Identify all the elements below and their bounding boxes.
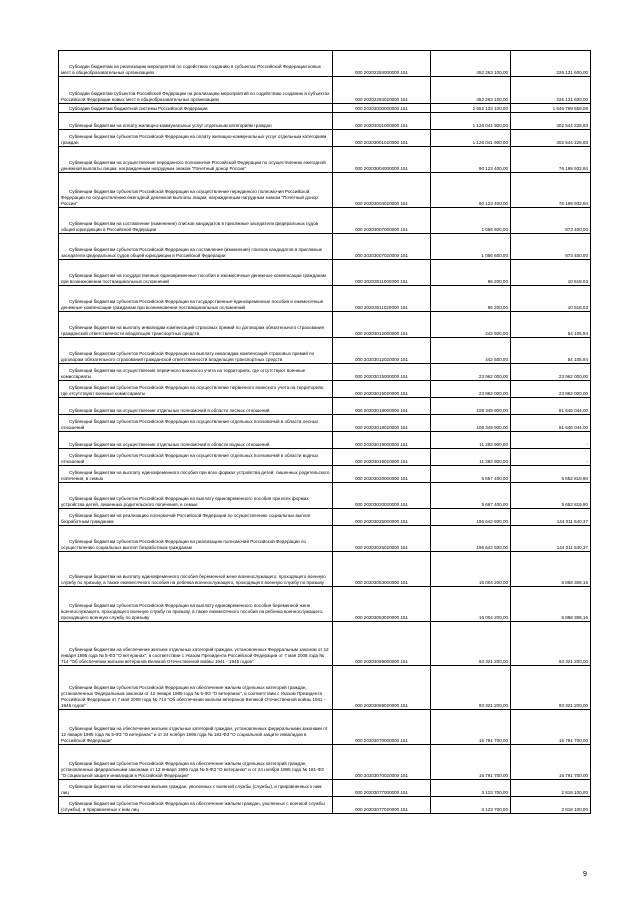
row-executed-amount: 23 962 000,00 <box>511 381 591 398</box>
row-budget-code: 000 20203020000000 151 <box>333 466 431 483</box>
row-description: Субвенции бюджетам на государственные единовременные пособия и ежемесячные денежные компенсации гражданам при возникновении поствакцинальных осложнений <box>59 260 333 286</box>
row-executed-amount: 144 011 540,37 <box>511 509 591 526</box>
table-row <box>59 552 591 587</box>
row-executed-amount: 6 858 308,16 <box>511 587 591 622</box>
row-executed-amount: 5 652 819,90 <box>511 483 591 509</box>
row-budget-code: 000 20203018020000 151 <box>333 415 431 432</box>
table-row <box>59 797 591 814</box>
row-description: Субвенции бюджетам субъектов Российской Федерации на обеспечение жильем отдельных категорий граждан, установленных Федеральным законом от 12 января 1995 года № 5-ФЗ "О ветеранах", в соответствии с Указом Президента Российской Федерации от 7 мая 2008 года № 714 "Об обеспечении жильем ветеранов Великой Отечественной войны 1941 - 1945 годов" <box>59 666 333 710</box>
table-row <box>59 364 591 381</box>
row-approved-amount: 452 263 100,00 <box>431 51 511 77</box>
row-executed-amount: 873 400,00 <box>511 234 591 260</box>
row-approved-amount: 96 200,00 <box>431 286 511 312</box>
row-approved-amount: 93 321 200,00 <box>431 666 511 710</box>
row-approved-amount: 1 056 600,00 <box>431 208 511 234</box>
row-description: Субвенции бюджетам на обеспечение жильем отдельных категорий граждан, установленных федеральными законами от 12 января 1995 года № 5-ФЗ "О ветеранах" и от 24 ноября 1995 года № 181-ФЗ "О социальной защите инвалидов в Российской Федерации" <box>59 710 333 745</box>
row-executed-amount: 144 011 540,37 <box>511 526 591 552</box>
row-description: Субвенции бюджетам субъектов Российской Федерации на осуществление переданного полномочия Российской Федерации по осуществлению ежегодной денежной выплаты лицам, награжденным нагрудным знаком "Почетный донор России" <box>59 173 333 208</box>
page-number: 9 <box>583 871 587 878</box>
budget-table <box>58 50 591 814</box>
row-approved-amount: 5 667 400,00 <box>431 483 511 509</box>
row-budget-code: 000 20203070000000 151 <box>333 710 431 745</box>
table-row <box>59 710 591 745</box>
table-row <box>59 483 591 509</box>
row-approved-amount: 15 004 200,00 <box>431 552 511 587</box>
row-budget-code: 000 20203015000000 151 <box>333 364 431 381</box>
row-approved-amount: 15 791 700,00 <box>431 745 511 780</box>
row-executed-amount: 6 858 308,16 <box>511 552 591 587</box>
row-description: Субвенции бюджетам на выплату единовременного пособия при всех формах устройства детей, лишенных родительского попечения, в семью <box>59 466 333 483</box>
row-approved-amount: 1 126 041 900,00 <box>431 113 511 130</box>
row-executed-amount: 226 131 600,00 <box>511 51 591 77</box>
row-executed-amount: 15 791 700,00 <box>511 745 591 780</box>
row-budget-code: 000 20203053000000 151 <box>333 552 431 587</box>
row-description: Субвенции бюджетам на осуществление переданного полномочия Российской Федерации по осуществлению ежегодной денежной выплаты лицам, награжденным нагрудным знаком "Почетный донор России" <box>59 147 333 173</box>
row-executed-amount: 402 544 228,83 <box>511 130 591 147</box>
row-approved-amount: 196 642 600,00 <box>431 509 511 526</box>
row-approved-amount: 1 126 041 900,00 <box>431 130 511 147</box>
row-executed-amount: - <box>511 449 591 466</box>
row-description: Субсидии бюджетам бюджетной системы Российской Федерации <box>59 104 333 113</box>
row-executed-amount: 10 518,03 <box>511 286 591 312</box>
table-row <box>59 113 591 130</box>
row-description: Субвенции бюджетам субъектов Российской Федерации на обеспечение жильем отдельных категорий граждан, установленных федеральными законами от 12 января 1995 года № 5-ФЗ "О ветеранах" и от 24 ноября 1995 года № 181-ФЗ "О социальной защите инвалидов в Российской Федерации" <box>59 745 333 780</box>
row-approved-amount: 93 321 200,00 <box>431 622 511 666</box>
row-budget-code: 000 20203001000000 151 <box>333 113 431 130</box>
table-row <box>59 260 591 286</box>
table-row <box>59 381 591 398</box>
row-executed-amount: 2 818 100,00 <box>511 797 591 814</box>
table-row <box>59 449 591 466</box>
row-approved-amount: 90 123 400,00 <box>431 147 511 173</box>
table-row <box>59 466 591 483</box>
row-executed-amount: 5 652 819,90 <box>511 466 591 483</box>
table-row <box>59 666 591 710</box>
row-description: Субвенции бюджетам субъектов Российской Федерации на выплату единовременного пособия беременной жене военнослужащего, проходящего военную службу по призыву, а также ежемесячного пособия на ребенка военнослужащего, проходящего военную службу по призыву <box>59 587 333 622</box>
row-approved-amount: 11 292 900,00 <box>431 432 511 449</box>
row-budget-code: 000 20203015020000 151 <box>333 381 431 398</box>
row-budget-code: 000 20203069020000 151 <box>333 666 431 710</box>
table-row <box>59 130 591 147</box>
row-executed-amount: 93 321 200,00 <box>511 666 591 710</box>
table-row <box>59 780 591 797</box>
row-description: Субвенции бюджетам на обеспечение жильем отдельных категорий граждан, установленных Федеральным законом от 12 января 1995 года № 5-ФЗ "О ветеранах", в соответствии с Указом Президента Российской Федерации от 7 мая 2008 года № 714 "Об обеспечении жильем ветеранов Великой Отечественной войны 1941 - 1945 годов" <box>59 622 333 666</box>
row-executed-amount: 81 646 044,00 <box>511 415 591 432</box>
row-budget-code: 000 20202284020000 151 <box>333 77 431 104</box>
row-budget-code: 000 20203012020000 151 <box>333 338 431 364</box>
row-approved-amount: 3 123 700,00 <box>431 797 511 814</box>
row-executed-amount: 93 321 200,00 <box>511 622 591 666</box>
row-approved-amount: 23 962 000,00 <box>431 364 511 381</box>
table-row <box>59 432 591 449</box>
table-body <box>59 51 591 814</box>
row-description: Субвенции бюджетам субъектов Российской Федерации на оплату жилищно-коммунальных услуг отдельным категориям граждан <box>59 130 333 147</box>
row-budget-code: 000 20203053020000 151 <box>333 587 431 622</box>
row-approved-amount: 442 500,00 <box>431 338 511 364</box>
row-budget-code: 000 20203000000000 151 <box>333 104 431 113</box>
row-description: Субсидии бюджетам субъектов Российской Федерации на реализацию мероприятий по содействию созданию в субъектах Российской Федерации новых мест в общеобразовательных организациях <box>59 77 333 104</box>
row-executed-amount: 81 646 044,00 <box>511 398 591 415</box>
table-row <box>59 526 591 552</box>
row-budget-code: 000 20203001020000 151 <box>333 130 431 147</box>
row-budget-code: 000 20203020020000 151 <box>333 483 431 509</box>
row-executed-amount: 15 791 700,00 <box>511 710 591 745</box>
row-approved-amount: 452 263 100,00 <box>431 77 511 104</box>
row-approved-amount: 442 500,00 <box>431 312 511 338</box>
table-row <box>59 622 591 666</box>
table-row <box>59 286 591 312</box>
table-row <box>59 312 591 338</box>
table-row <box>59 338 591 364</box>
row-approved-amount: 2 652 133 100,00 <box>431 104 511 113</box>
row-approved-amount: 196 642 600,00 <box>431 526 511 552</box>
row-budget-code: 000 20203077020000 151 <box>333 797 431 814</box>
row-budget-code: 000 20203004020000 151 <box>333 173 431 208</box>
row-description: Субвенции бюджетам на выплату единовременного пособия беременной жене военнослужащего, проходящего военную службу по призыву, а также ежемесячного пособия на ребенка военнослужащего, проходящего военную службу по призыву <box>59 552 333 587</box>
row-approved-amount: 15 791 700,00 <box>431 710 511 745</box>
row-description: Субвенции бюджетам на выплату инвалидам компенсаций страховых премий по договорам обязательного страхования гражданской ответственности владельцев транспортных средств <box>59 312 333 338</box>
table-row <box>59 51 591 77</box>
row-description: Субвенции бюджетам субъектов Российской Федерации на выплату инвалидам компенсаций страховых премий по договорам обязательного страхования гражданской ответственности владельцев транспортных средств <box>59 338 333 364</box>
table-row <box>59 104 591 113</box>
row-executed-amount: 402 544 228,83 <box>511 113 591 130</box>
row-executed-amount: 10 518,03 <box>511 260 591 286</box>
row-description: Субвенции бюджетам субъектов Российской Федерации на осуществление отдельных полномочий в области водных отношений <box>59 449 333 466</box>
row-description: Субвенции бюджетам на составление (изменение) списков кандидатов в присяжные заседатели федеральных судов общей юрисдикции в Российской Федерации <box>59 208 333 234</box>
row-approved-amount: 108 349 900,00 <box>431 415 511 432</box>
row-budget-code: 000 20203019020000 151 <box>333 449 431 466</box>
row-approved-amount: 3 123 700,00 <box>431 780 511 797</box>
row-budget-code: 000 20202284000000 151 <box>333 51 431 77</box>
table-row <box>59 234 591 260</box>
row-executed-amount: 76 199 932,84 <box>511 173 591 208</box>
row-budget-code: 000 20203018000000 151 <box>333 398 431 415</box>
row-budget-code: 000 20203070020000 151 <box>333 745 431 780</box>
row-description: Субвенции бюджетам субъектов Российской Федерации на осуществление отдельных полномочий в области лесных отношений <box>59 415 333 432</box>
row-description: Субвенции бюджетам на обеспечение жильем граждан, уволенных с военной службы (службы), и приравненных к ним лиц <box>59 780 333 797</box>
row-approved-amount: 23 962 000,00 <box>431 381 511 398</box>
row-description: Субвенции бюджетам субъектов Российской Федерации на осуществление первичного воинского учета на территориях, где отсутствуют военные комиссариаты <box>59 381 333 398</box>
row-executed-amount: 873 400,00 <box>511 208 591 234</box>
row-approved-amount: 11 292 900,00 <box>431 449 511 466</box>
row-description: Субвенции бюджетам на осуществление отдельных полномочий в области водных отношений <box>59 432 333 449</box>
row-budget-code: 000 20203011020000 151 <box>333 286 431 312</box>
row-executed-amount: 226 131 600,00 <box>511 77 591 104</box>
table-row <box>59 147 591 173</box>
row-approved-amount: 108 349 900,00 <box>431 398 511 415</box>
row-description: Субвенции бюджетам на осуществление отдельных полномочий в области лесных отношений <box>59 398 333 415</box>
row-description: Субвенции бюджетам субъектов Российской Федерации на выплату единовременного пособия при всех формах устройства детей, лишенных родительского попечения, в семью <box>59 483 333 509</box>
row-budget-code: 000 20203007020000 151 <box>333 234 431 260</box>
table-row <box>59 173 591 208</box>
row-executed-amount: 2 818 100,00 <box>511 780 591 797</box>
row-description: Субвенции бюджетам субъектов Российской Федерации на составление (изменение) списков кандидатов в присяжные заседатели федеральных судов общей юрисдикции в Российской Федерации <box>59 234 333 260</box>
row-approved-amount: 15 004 200,00 <box>431 587 511 622</box>
row-executed-amount: 1 646 769 559,08 <box>511 104 591 113</box>
table-row <box>59 208 591 234</box>
row-budget-code: 000 20203025020000 151 <box>333 526 431 552</box>
row-description: Субвенции бюджетам на оплату жилищно-коммунальных услуг отдельным категориям граждан <box>59 113 333 130</box>
row-description: Субвенции бюджетам на осуществление первичного воинского учета на территориях, где отсутствуют военные комиссариаты <box>59 364 333 381</box>
row-approved-amount: 1 056 600,00 <box>431 234 511 260</box>
row-budget-code: 000 20203004000000 151 <box>333 147 431 173</box>
row-approved-amount: 5 667 400,00 <box>431 466 511 483</box>
row-description: Субсидии бюджетам на реализацию мероприятий по содействию созданию в субъектах Российской Федерации новых мест в общеобразовательных организациях <box>59 51 333 77</box>
row-executed-amount: 54 105,94 <box>511 312 591 338</box>
row-budget-code: 000 20203069000000 151 <box>333 622 431 666</box>
row-budget-code: 000 20203011000000 151 <box>333 260 431 286</box>
row-budget-code: 000 20203077000000 151 <box>333 780 431 797</box>
table-row <box>59 398 591 415</box>
row-budget-code: 000 20203007000000 151 <box>333 208 431 234</box>
table-row <box>59 745 591 780</box>
table-row <box>59 509 591 526</box>
table-row <box>59 587 591 622</box>
row-executed-amount: - <box>511 432 591 449</box>
table-row <box>59 415 591 432</box>
row-budget-code: 000 20203019000000 151 <box>333 432 431 449</box>
row-executed-amount: 23 962 000,00 <box>511 364 591 381</box>
row-description: Субвенции бюджетам субъектов Российской Федерации на государственные единовременные пособия и ежемесячные денежные компенсации гражданам при возникновении поствакцинальных осложнений <box>59 286 333 312</box>
row-budget-code: 000 20203025000000 151 <box>333 509 431 526</box>
row-description: Субвенции бюджетам на реализацию полномочий Российской Федерации по осуществлению социальных выплат безработным гражданам <box>59 509 333 526</box>
row-approved-amount: 90 123 400,00 <box>431 173 511 208</box>
row-budget-code: 000 20203012000000 151 <box>333 312 431 338</box>
row-executed-amount: 54 105,94 <box>511 338 591 364</box>
document-page <box>58 50 590 814</box>
row-executed-amount: 76 199 932,84 <box>511 147 591 173</box>
row-description: Субвенции бюджетам субъектов Российской Федерации на реализацию полномочий Российской Федерации по осуществлению социальных выплат безработным гражданам <box>59 526 333 552</box>
row-description: Субвенции бюджетам субъектов Российской Федерации на обеспечение жильем граждан, уволенных с военной службы (службы), и приравненных к ним лиц <box>59 797 333 814</box>
row-approved-amount: 96 200,00 <box>431 260 511 286</box>
table-row <box>59 77 591 104</box>
